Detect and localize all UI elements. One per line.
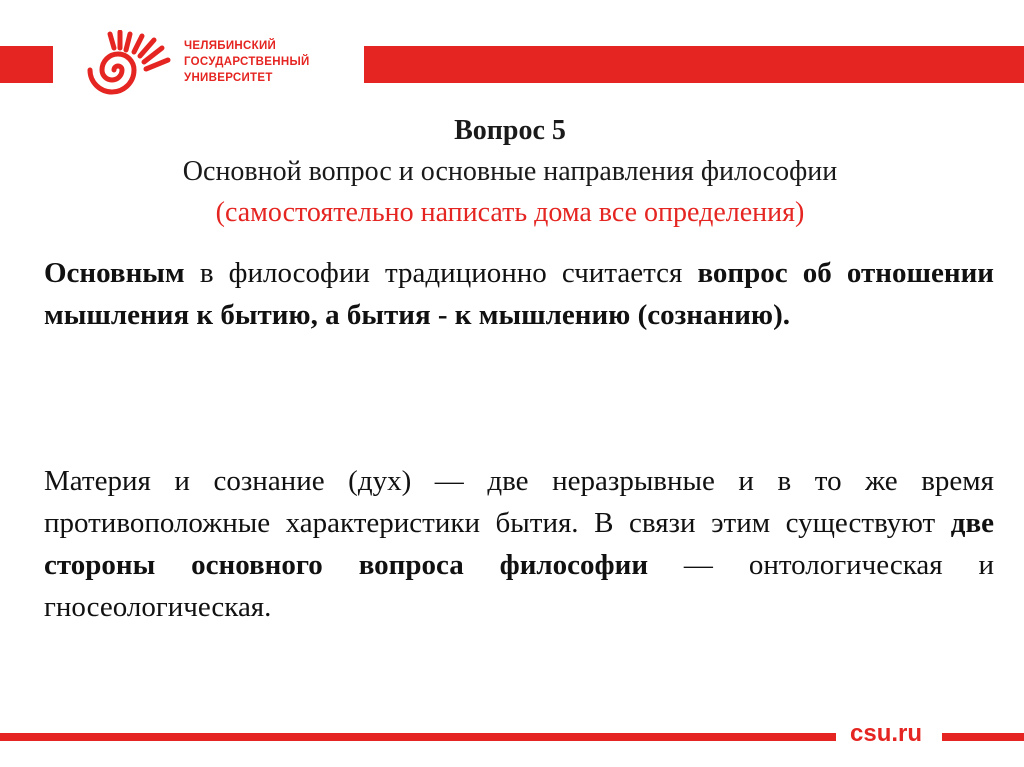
- p2-text-start: Материя и сознание (дух) — две неразрывные и в то же время противоположные характеристики бытия. В связи этим существуют: [44, 465, 994, 539]
- paragraph-main-question: [44, 252, 994, 336]
- university-name-line: ГОСУДАРСТВЕННЫЙ: [184, 56, 310, 68]
- csu-spiral-logo-icon: [80, 30, 180, 102]
- question-number: Вопрос 5: [454, 115, 566, 146]
- title-subtitle: Основной вопрос и основные направления философии: [182, 156, 838, 187]
- site-link[interactable]: csu.ru: [850, 720, 923, 747]
- paragraph-matter-consciousness: [44, 460, 994, 628]
- header-bar-left: [0, 46, 53, 83]
- p2-text-end: — онтологическая и гносеологическая.: [44, 549, 994, 623]
- footer-bar-left: [0, 733, 836, 741]
- p1-text-mid: в философии традиционно считается: [184, 257, 698, 289]
- p1-bold-end: вопрос об отношении мышления к бытию, а бытия - к мышлению (сознанию).: [44, 257, 994, 331]
- title-note: (самостоятельно написать дома все определения): [215, 197, 805, 228]
- university-name: [184, 38, 310, 86]
- footer-bar-right: [942, 733, 1024, 741]
- header-bar-right: [364, 46, 1024, 83]
- p2-bold: две стороны основного вопроса философии: [44, 507, 994, 581]
- slide-title: [60, 110, 960, 233]
- university-name-line: УНИВЕРСИТЕТ: [184, 72, 273, 84]
- university-name-line: ЧЕЛЯБИНСКИЙ: [184, 40, 277, 52]
- p1-bold-start: Основным: [44, 257, 185, 289]
